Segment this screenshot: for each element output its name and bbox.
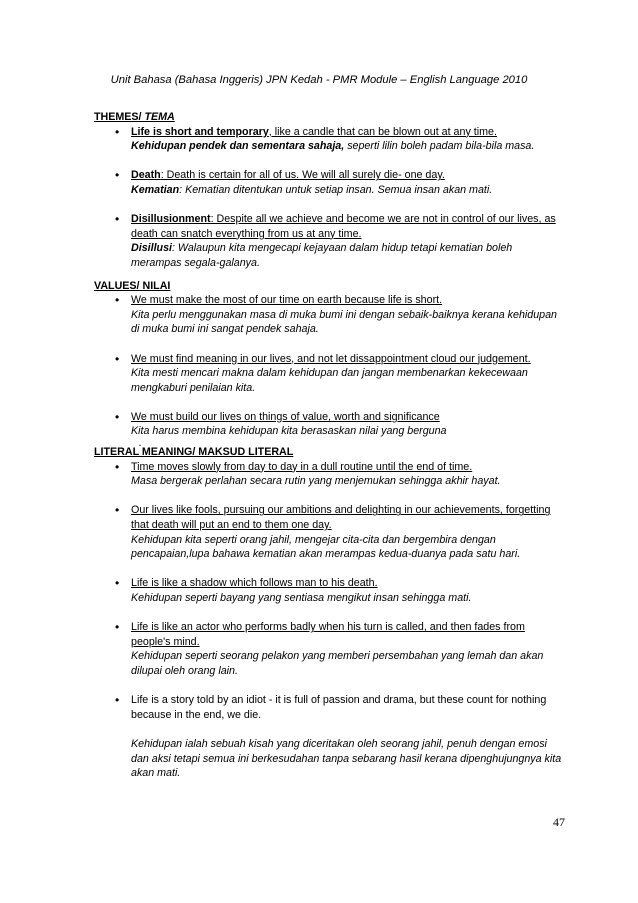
literal-list bbox=[94, 460, 564, 781]
list-item bbox=[94, 125, 564, 154]
theme-ms-text bbox=[131, 183, 564, 198]
spacer bbox=[94, 271, 564, 279]
spacer bbox=[94, 395, 564, 410]
list-item bbox=[94, 168, 564, 197]
values-list bbox=[94, 293, 564, 450]
theme-ms-term: Disillusi bbox=[131, 242, 172, 255]
spacer bbox=[94, 562, 564, 577]
literal-ms-text: Kehidupan seperti bayang yang sentiasa mengikut insan sehingga mati. bbox=[131, 592, 472, 604]
theme-ms-text bbox=[131, 241, 564, 270]
list-item bbox=[94, 293, 564, 337]
value-ms-text: Kita harus membina kehidupan kita berasaskan nilai yang berguna bbox=[131, 425, 447, 438]
theme-term: Death bbox=[131, 169, 161, 182]
theme-ms-term: Kematian bbox=[131, 183, 180, 196]
literal-en-text: • Life is like a shadow which follows man to his death. bbox=[131, 577, 378, 590]
list-item bbox=[94, 410, 564, 450]
value-ms-text: Kita perlu menggunakan masa di muka bumi ini dengan sebaik-baiknya kerana kehidupan di muka bumi ini sangat pendek sahaja. bbox=[131, 308, 557, 336]
value-en-text: • We must find meaning in our lives, and not let dissappointment cloud our judgement. bbox=[131, 352, 531, 365]
literal-en-text: • Our lives like fools, pursuing our ambitions and delighting in our achievements, forgetting that death will put an end to them one day. bbox=[131, 504, 551, 532]
list-item bbox=[94, 212, 564, 270]
theme-desc: , like a candle that can be blown out at any time. bbox=[268, 125, 497, 138]
value-ms-trailing: . bbox=[139, 437, 142, 450]
themes-list bbox=[94, 125, 564, 271]
list-item bbox=[94, 352, 564, 396]
list-item bbox=[94, 576, 564, 605]
page-number: 47 bbox=[553, 815, 565, 829]
value-en-text: • We must build our lives on things of value, worth and significance bbox=[131, 410, 440, 423]
values-heading: VALUES/ NILAI bbox=[94, 279, 171, 292]
theme-ms-desc: : Kematian ditentukan untuk setiap insan. Semua insan akan mati. bbox=[179, 183, 493, 196]
spacer bbox=[94, 337, 564, 352]
theme-en-text bbox=[131, 212, 564, 241]
literal-ms-text: Kehidupan seperti seorang pelakon yang memberi persembahan yang lemah dan akan dilupai oleh orang lain. bbox=[131, 650, 544, 677]
spacer bbox=[94, 489, 564, 504]
literal-en-text: • Life is a story told by an idiot - it is full of passion and drama, but these count for nothing because in the end, we die. bbox=[131, 694, 547, 721]
theme-term: Life is short and temporary bbox=[131, 125, 269, 138]
spacer bbox=[94, 198, 564, 213]
theme-ms-text bbox=[131, 139, 564, 154]
themes-heading bbox=[94, 110, 564, 125]
literal-ms-text: Kehidupan ialah sebuah kisah yang diceritakan oleh seorang jahil, penuh dengan emosi dan aksi tetapi semua ini berkesudahan tanpa sebarang hasil kerana dipenghujungnya kita akan mati. bbox=[131, 737, 562, 780]
theme-ms-desc: seperti lilin boleh padam bila-bila masa. bbox=[344, 140, 535, 153]
page-header: Unit Bahasa (Bahasa Inggeris) JPN Kedah - PMR Module – English Language 2010 bbox=[110, 74, 528, 86]
literal-en-text: • Life is like an actor who performs badly when his turn is called, and then fades from people's mind. bbox=[131, 621, 525, 648]
page-content bbox=[94, 110, 564, 781]
theme-ms-term: Kehidupan pendek dan sementara sahaja, bbox=[131, 140, 345, 153]
theme-desc: : Death is certain for all of us. We will all surely die- one day. bbox=[160, 169, 445, 182]
spacer bbox=[94, 679, 564, 694]
theme-ms-desc: : Walaupun kita mengecapi kejayaan dalam hidup tetapi kematian boleh merampas segala-galanya. bbox=[131, 242, 513, 269]
theme-term: Disillusionment bbox=[131, 213, 211, 226]
list-item bbox=[94, 620, 564, 678]
themes-heading-en: THEMES/ bbox=[94, 111, 145, 123]
literal-en-text: • Time moves slowly from day to day in a dull routine until the end of time. bbox=[131, 460, 473, 473]
list-item bbox=[94, 693, 564, 781]
list-item bbox=[94, 503, 564, 561]
themes-heading-ms: TEMA bbox=[144, 111, 175, 123]
spacer bbox=[94, 154, 564, 169]
literal-heading: LITERAL MEANING/ MAKSUD LITERAL bbox=[94, 446, 294, 459]
theme-desc: : Despite all we achieve and become we are not in control of our lives, as death can snatch everything from us at any time. bbox=[131, 213, 556, 240]
theme-en-text bbox=[131, 168, 564, 183]
spacer bbox=[94, 606, 564, 621]
literal-ms-text: Masa bergerak perlahan secara rutin yang menjemukan sehingga akhir hayat. bbox=[131, 475, 501, 488]
list-item bbox=[94, 460, 564, 489]
spacer bbox=[131, 722, 564, 737]
literal-ms-text: Kehidupan kita seperti orang jahil, mengejar cita-cita dan bergembira dengan pencapaian,lupa bahawa kematian akan merampas kedua-duanya pada satu hari. bbox=[131, 533, 521, 561]
value-en-text: • We must make the most of our time on earth because life is short. bbox=[131, 294, 443, 307]
theme-en-text bbox=[131, 125, 564, 140]
value-ms-text: Kita mesti mencari makna dalam kehidupan dan jangan membenarkan kekecewaan mengkaburi penilaian kita. bbox=[131, 367, 528, 394]
